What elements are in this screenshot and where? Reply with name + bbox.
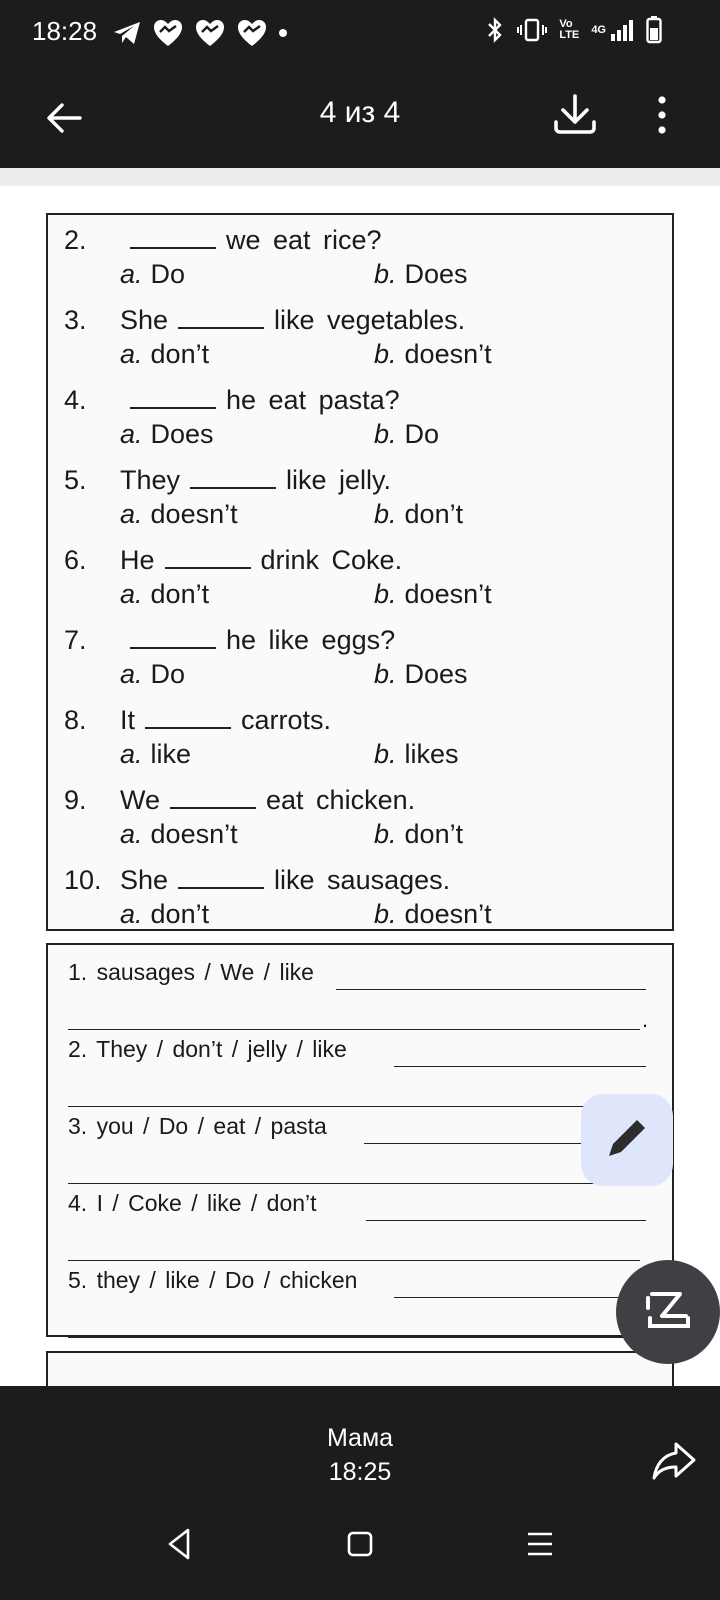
question-post: carrots.: [241, 705, 332, 735]
heart-app-icon: [194, 18, 226, 48]
option-text: don’t: [404, 819, 464, 849]
next-box-edge: [46, 1351, 674, 1386]
viewer-top-strip: [0, 168, 720, 186]
option-letter: b.: [374, 659, 397, 689]
question-item: [48, 865, 668, 937]
option-text: Do: [404, 419, 440, 449]
option-b: [374, 499, 463, 530]
question-item: [48, 385, 668, 457]
option-a: [120, 899, 209, 930]
answer-line: [68, 1106, 640, 1107]
question-number: 3.: [64, 305, 87, 335]
answer-blank: [165, 549, 251, 569]
option-text: likes: [404, 739, 459, 769]
option-a: [120, 739, 191, 770]
nav-back-icon: [160, 1524, 200, 1564]
answer-blank: [130, 389, 216, 409]
question-item: [48, 465, 668, 537]
question-item: [48, 545, 668, 617]
question-post: he eat pasta?: [226, 385, 400, 415]
option-text: like: [150, 739, 192, 769]
question-post: we eat rice?: [226, 225, 382, 255]
option-text: doesn’t: [404, 899, 492, 929]
option-letter: a.: [120, 499, 143, 529]
question-stem: [120, 465, 391, 496]
option-text: don’t: [150, 579, 210, 609]
answer-line: [366, 1220, 646, 1221]
option-b: [374, 419, 439, 450]
question-pre: He: [120, 545, 155, 575]
heart-app-icon: [152, 18, 184, 48]
google-lens-button[interactable]: [616, 1260, 720, 1364]
option-b: [374, 659, 468, 690]
option-b: [374, 259, 468, 290]
scramble-words: 5. they / like / Do / chicken: [68, 1267, 358, 1293]
battery-icon: [646, 16, 662, 44]
question-stem: [120, 385, 400, 416]
download-button[interactable]: [550, 90, 600, 140]
page-counter: 4 из 4: [319, 96, 401, 129]
scramble-item: [48, 959, 668, 1035]
answer-blank: [130, 629, 216, 649]
network-label: 4G: [591, 24, 606, 36]
option-letter: b.: [374, 259, 397, 289]
option-text: don’t: [404, 499, 464, 529]
option-b: [374, 819, 463, 850]
question-stem: [120, 785, 415, 816]
option-letter: b.: [374, 899, 397, 929]
signal-icon: [610, 18, 634, 42]
answer-line: [68, 1183, 634, 1184]
question-pre: She: [120, 865, 169, 895]
option-letter: a.: [120, 899, 143, 929]
question-stem: [120, 305, 465, 336]
scramble-item: [48, 1190, 668, 1266]
message-info: [0, 1386, 720, 1600]
vibrate-icon: [517, 17, 547, 43]
status-time: 18:28: [32, 16, 98, 46]
option-letter: b.: [374, 579, 397, 609]
option-a: [120, 339, 209, 370]
question-stem: [120, 225, 382, 256]
lens-icon: [616, 1260, 720, 1364]
question-item: [48, 705, 668, 777]
download-icon: [550, 90, 600, 140]
option-text: doesn’t: [150, 819, 238, 849]
option-b: [374, 339, 492, 370]
scramble-item: [48, 1113, 668, 1189]
answer-blank: [145, 709, 231, 729]
worksheet-page: [46, 213, 674, 1386]
option-letter: a.: [120, 739, 143, 769]
scramble-words: 3. you / Do / eat / pasta: [68, 1113, 327, 1139]
question-pre: She: [120, 305, 169, 335]
question-number: 7.: [64, 625, 87, 655]
sender-name: Мама: [326, 1424, 394, 1452]
question-post: like vegetables.: [274, 305, 466, 335]
nav-recent-button[interactable]: [520, 1524, 560, 1564]
option-a: [120, 819, 238, 850]
answer-blank: [178, 869, 264, 889]
scramble-words: 1. sausages / We / like: [68, 959, 314, 985]
question-pre: They: [120, 465, 181, 495]
more-vert-icon: [650, 90, 674, 140]
option-letter: a.: [120, 339, 143, 369]
heart-app-icon: [236, 18, 268, 48]
option-text: Does: [150, 419, 214, 449]
question-pre: We: [120, 785, 161, 815]
answer-line: [336, 989, 646, 990]
bluetooth-icon: [485, 16, 505, 44]
question-number: 10.: [64, 865, 102, 895]
option-a: [120, 579, 209, 610]
more-options-button[interactable]: [650, 90, 674, 140]
option-b: [374, 739, 459, 770]
option-a: [120, 659, 185, 690]
message-time: 18:25: [328, 1458, 392, 1486]
option-letter: a.: [120, 819, 143, 849]
status-right: [485, 16, 662, 44]
scramble-words: 2. They / don’t / jelly / like: [68, 1036, 347, 1062]
edit-fab[interactable]: [581, 1094, 673, 1186]
question-stem: [120, 705, 331, 736]
option-letter: b.: [374, 339, 397, 369]
status-bar: [0, 0, 720, 66]
option-text: Do: [150, 659, 186, 689]
answer-line: [68, 1260, 640, 1261]
option-letter: b.: [374, 819, 397, 849]
question-number: 5.: [64, 465, 87, 495]
nav-home-icon: [340, 1524, 380, 1564]
question-post: eat chicken.: [266, 785, 416, 815]
question-item: [48, 305, 668, 377]
question-post: like jelly.: [286, 465, 392, 495]
answer-line: [394, 1297, 646, 1298]
question-item: [48, 225, 668, 297]
question-number: 9.: [64, 785, 87, 815]
option-text: don’t: [150, 899, 210, 929]
scramble-item: [48, 1036, 668, 1112]
option-text: Does: [404, 659, 468, 689]
scramble-item: [48, 1267, 668, 1343]
option-text: Does: [404, 259, 468, 289]
image-viewer[interactable]: [0, 168, 720, 1386]
question-number: 2.: [64, 225, 87, 255]
option-a: [120, 499, 238, 530]
nav-recent-icon: [520, 1524, 560, 1564]
option-text: Do: [150, 259, 186, 289]
notification-icons: [112, 18, 288, 48]
option-letter: b.: [374, 419, 397, 449]
answer-blank: [190, 469, 276, 489]
answer-blank: [170, 789, 256, 809]
sentence-end: .: [642, 1007, 649, 1032]
option-b: [374, 579, 492, 610]
option-letter: a.: [120, 579, 143, 609]
option-letter: b.: [374, 499, 397, 529]
nav-back-button[interactable]: [160, 1524, 200, 1564]
scramble-box: [46, 943, 674, 1337]
question-stem: [120, 865, 450, 896]
system-nav-bar: [0, 1500, 720, 1600]
answer-line: [68, 1029, 640, 1030]
telegram-icon: [112, 20, 142, 46]
answer-line: [68, 1337, 640, 1338]
question-number: 6.: [64, 545, 87, 575]
scramble-words: 4. I / Coke / like / don’t: [68, 1190, 317, 1216]
option-text: doesn’t: [150, 499, 238, 529]
option-a: [120, 419, 214, 450]
question-pre: It: [120, 705, 136, 735]
multiple-choice-box: [46, 213, 674, 931]
question-post: like sausages.: [274, 865, 451, 895]
option-b: [374, 899, 492, 930]
option-text: doesn’t: [404, 339, 492, 369]
option-text: doesn’t: [404, 579, 492, 609]
question-item: [48, 625, 668, 697]
option-letter: a.: [120, 659, 143, 689]
pencil-icon: [581, 1094, 673, 1186]
viewer-top-bar: [0, 66, 720, 168]
option-a: [120, 259, 185, 290]
option-letter: a.: [120, 259, 143, 289]
answer-blank: [130, 229, 216, 249]
nav-home-button[interactable]: [340, 1524, 380, 1564]
answer-blank: [178, 309, 264, 329]
question-number: 8.: [64, 705, 87, 735]
question-item: [48, 785, 668, 857]
question-stem: [120, 545, 402, 576]
option-letter: b.: [374, 739, 397, 769]
dot-icon: [278, 28, 288, 38]
question-post: he like eggs?: [226, 625, 396, 655]
question-post: drink Coke.: [260, 545, 403, 575]
option-letter: a.: [120, 419, 143, 449]
question-number: 4.: [64, 385, 87, 415]
volte-label: Vo LTE: [559, 18, 580, 41]
option-text: don’t: [150, 339, 210, 369]
answer-line: [394, 1066, 646, 1067]
share-icon: [650, 1436, 698, 1484]
question-stem: [120, 625, 395, 656]
share-button[interactable]: [650, 1436, 698, 1484]
